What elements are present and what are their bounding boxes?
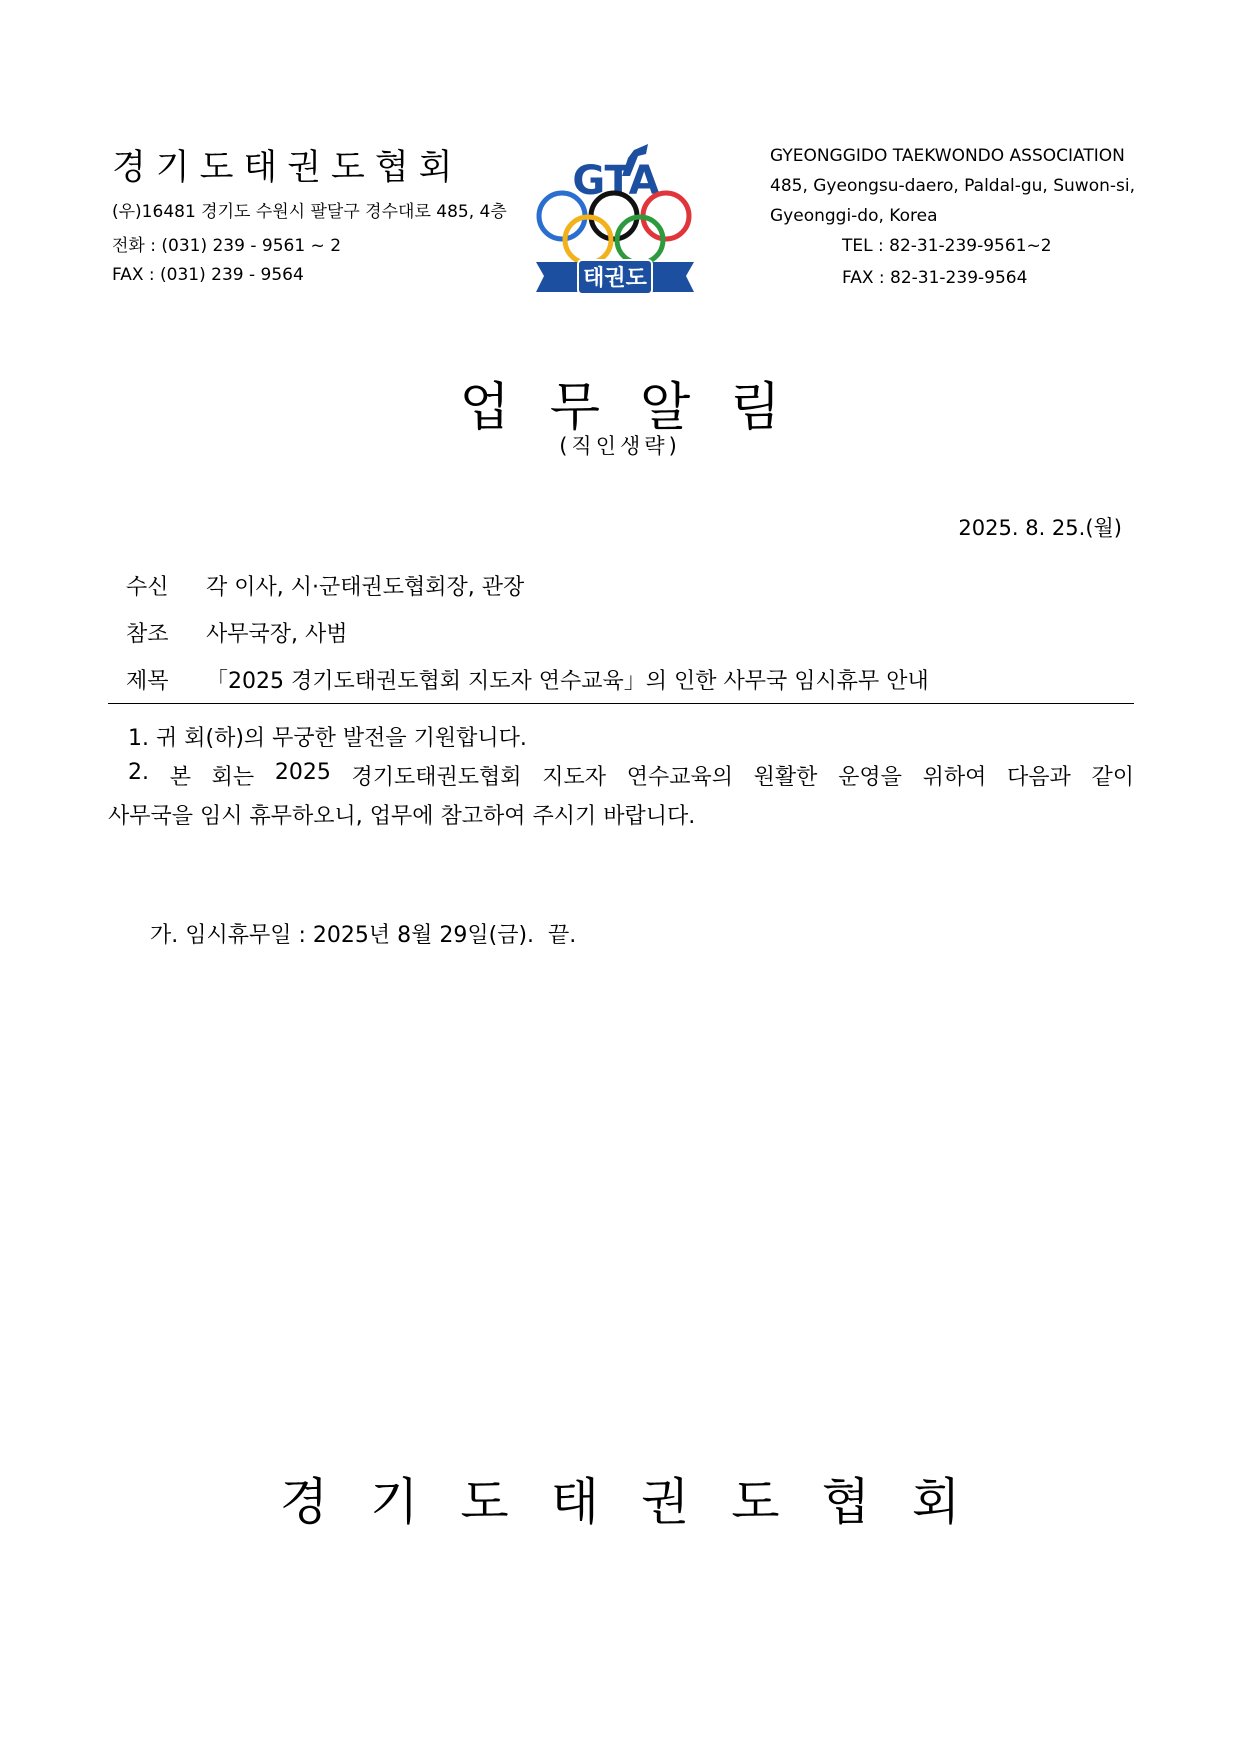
phone-ko: 전화 : (031) 239 - 9561 ~ 2 — [112, 236, 342, 256]
body-paragraph-2-cont: 사무국을 임시 휴무하오니, 업무에 참고하여 주시기 바랍니다. — [108, 804, 696, 829]
word: 다음과 — [1007, 765, 1071, 790]
document-subtitle: (직인생략) — [559, 434, 681, 458]
address-en-line2: Gyeonggi-do, Korea — [770, 206, 938, 226]
meta-row-subject — [126, 664, 929, 695]
gta-taekwondo-logo — [530, 142, 700, 300]
body-item: 가. 임시휴무일 : 2025년 8월 29일(금). 끝. — [150, 923, 577, 948]
address-ko: (우)16481 경기도 수원시 팔달구 경수대로 485, 4층 — [112, 202, 507, 222]
tel-en: TEL : 82-31-239-9561~2 — [842, 236, 1052, 256]
word: 원활한 — [753, 765, 818, 790]
word: 본 — [169, 765, 191, 790]
address-en-line1: 485, Gyeongsu-daero, Paldal-gu, Suwon-si, — [770, 176, 1136, 196]
word: 연수교육의 — [626, 765, 733, 790]
word: 같이 — [1091, 765, 1134, 790]
divider — [108, 703, 1134, 704]
meta-value: 각 이사, 시·군태권도협회장, 관장 — [206, 575, 525, 600]
logo-letters: GTA — [572, 158, 660, 204]
word: 2025 — [274, 760, 331, 785]
word: 지도자 — [542, 765, 607, 790]
meta-value: 「2025 경기도태권도협회 지도자 연수교육」의 인한 사무국 임시휴무 안내 — [206, 669, 929, 694]
meta-label: 참조 — [126, 622, 169, 647]
word: 2. — [128, 760, 149, 785]
org-name-en: GYEONGGIDO TAEKWONDO ASSOCIATION — [770, 146, 1125, 166]
word: 회는 — [211, 765, 255, 790]
meta-label: 제목 — [126, 669, 169, 694]
body-paragraph-1: 1. 귀 회(하)의 무궁한 발전을 기원합니다. — [128, 726, 527, 751]
meta-label: 수신 — [126, 575, 169, 600]
fax-en: FAX : 82-31-239-9564 — [842, 268, 1028, 288]
document-title: 업무알림 — [459, 378, 821, 438]
logo-banner-text: 태권도 — [583, 266, 647, 291]
document-date: 2025. 8. 25.(월) — [958, 516, 1122, 540]
fax-ko: FAX : (031) 239 - 9564 — [112, 265, 304, 285]
body-paragraph-2 — [108, 760, 1134, 791]
word: 경기도태권도협회 — [351, 765, 522, 790]
meta-row-reference — [126, 617, 348, 648]
meta-row-recipient — [126, 570, 524, 601]
word: 위하여 — [922, 765, 987, 790]
org-name-ko: 경기도태권도협회 — [112, 148, 463, 188]
word: 운영을 — [838, 765, 902, 790]
meta-value: 사무국장, 사범 — [206, 622, 348, 647]
signature-org-name: 경기도태권도협회 — [279, 1473, 1003, 1531]
